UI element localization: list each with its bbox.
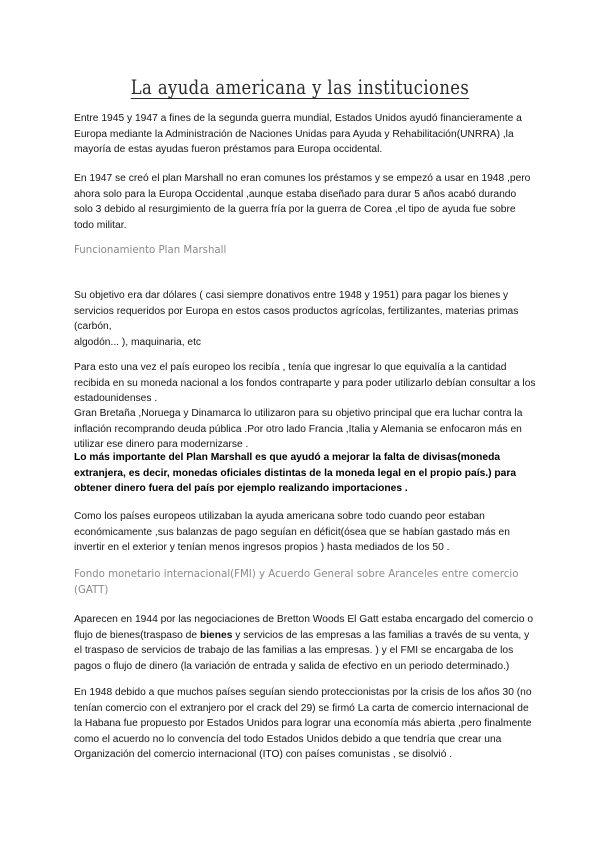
page-title: La ayuda americana y las instituciones [130,76,470,99]
marshall-paragraph-1b: algodón... ), maquinaria, etc [74,337,202,348]
marshall-paragraph-1: Su objetivo era dar dólares ( casi siempre donativos entre 1948 y 1951) para pagar los bienes y servicios requeridos por Europa en estos casos productos agrícolas, fertilizantes, materias primas (carbón, [74,290,519,333]
section-heading-fmi-gatt: Fondo monetario internacional(FMI) y Acuerdo General sobre Aranceles entre comercio (GATT) [74,569,519,596]
marshall-paragraph-5: Como los países europeos utilizaban la ayuda americana sobre todo cuando peor estaban económicamente ,sus balanzas de pago seguían en déficit(ósea que se habían gastado más en invertir en el exterior y tenían menos ingresos propios ) hasta mediados de los 50 . [74,511,510,554]
fmi-paragraph-1-b: y servicios de las empresas a las familias a través de su venta, y el traspaso de servicios de trabajo de las familias a las empresas. ) y el FMI se encargaba de los pagos o flujo de dinero (la variación de entrada y salida de efectivo en un periodo determinado.) [74,629,530,672]
fmi-paragraph-1-bold: bienes [199,629,233,641]
fmi-paragraph-1 [74,612,536,674]
fmi-paragraph-2: En 1948 debido a que muchos países seguían siendo proteccionistas por la crisis de los años 30 (no tenían comercio con el extranjero por el crack del 29) se firmó La carta de comercio internacional de la Habana fue propuesto por Estados Unidos para lograr una economía más abierta ,pero finalmente como el acuerdo no lo convencía del todo Estados Unidos debido a que tendría que crear una Organización del comercio internacional (ITO) con países comunistas , se disolvió . [74,687,532,761]
fmi-paragraph-1-a: Aparecen en 1944 por las negociaciones de Bretton Woods El Gatt estaba encargado del comercio o flujo de bienes(traspaso de [74,614,534,641]
section-heading-marshall: Funcionamiento Plan Marshall [74,245,227,256]
intro-paragraph-1: Entre 1945 y 1947 a fines de la segunda guerra mundial, Estados Unidos ayudó financieramente a Europa mediante la Administración de Naciones Unidas para Ayuda y Rehabilitación(UNRRA) ,la mayoría de estas ayudas fueron préstamos para Europa occidental. [74,113,522,156]
marshall-paragraph-4-bold: Lo más importante del Plan Marshall es que ayudó a mejorar la falta de divisas(moneda extranjera, es decir, monedas oficiales distintas de la moneda legal en el propio país.) para obtener dinero fuera del país por ejemplo realizando importaciones . [74,452,517,495]
marshall-paragraph-2: Para esto una vez el país europeo los recibía , tenía que ingresar lo que equivalía a la cantidad recibida en su moneda nacional a los fondos contraparte y para poder utilizarlo debían consultar a los estadounidenses . [74,362,536,405]
marshall-paragraph-3: Gran Bretaña ,Noruega y Dinamarca lo utilizaron para su objetivo principal que era luchar contra la inflación recomprando deuda pública .Por otro lado Francia ,Italia y Alemania se enfocaron más en utilizar ese dinero para modernizarse . [74,408,523,451]
intro-paragraph-2: En 1947 se creó el plan Marshall no eran comunes los préstamos y se empezó a usar en 1948 ,pero ahora solo para la Europa Occidental ,aunque estaba diseñado para durar 5 años acabó durando solo 3 debido al resurgimiento de la guerra fría por la guerra de Corea ,el tipo de ayuda fue sobre todo militar. [74,173,531,231]
